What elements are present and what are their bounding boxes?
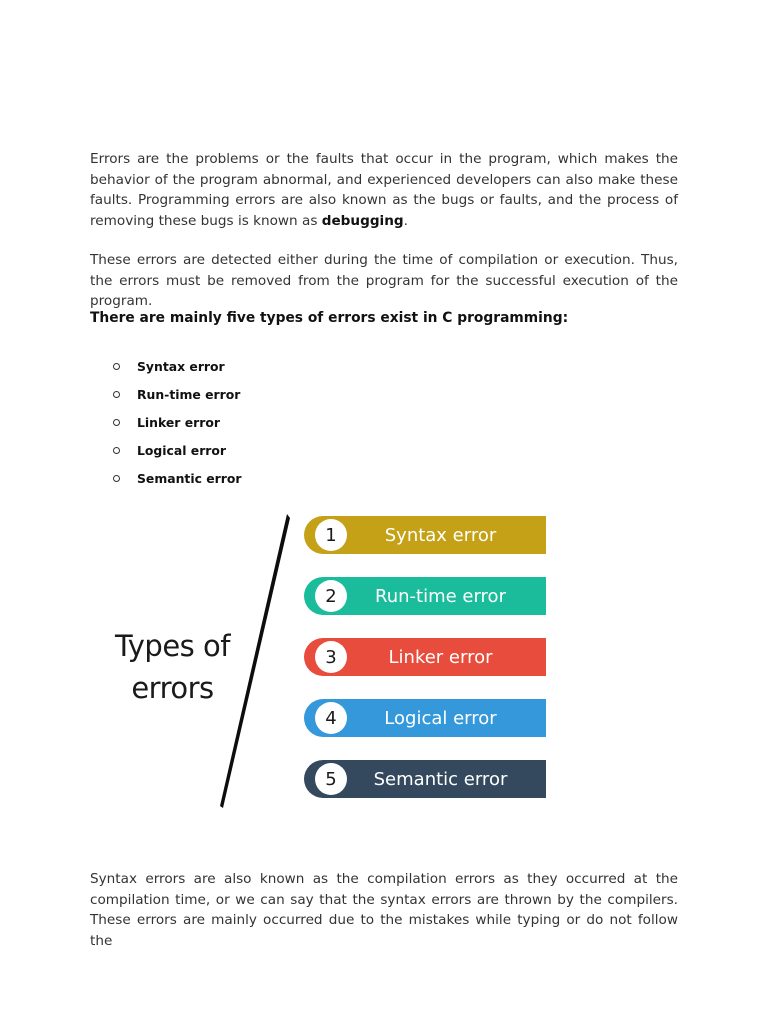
intro-paragraph-end: .: [403, 212, 408, 229]
detection-paragraph: These errors are detected either during the time of compilation or execution. Thus, the errors must be removed from the program for the successful execution of the program.: [90, 252, 678, 309]
hollow-circle-bullet-icon: [113, 363, 120, 370]
hollow-circle-bullet-icon: [113, 419, 120, 426]
error-pill-linker: [304, 638, 546, 676]
pill-number: 1: [315, 519, 347, 551]
error-pill-logical: [304, 699, 546, 737]
hollow-circle-bullet-icon: [113, 391, 120, 398]
pill-label: Logical error: [384, 707, 497, 729]
pill-number: 2: [315, 580, 347, 612]
pill-number: 4: [315, 702, 347, 734]
list-item: [112, 380, 242, 408]
pill-label: Semantic error: [373, 768, 508, 790]
list-item: [112, 352, 242, 380]
divider-slash-icon: [210, 510, 300, 810]
list-item: [112, 465, 242, 493]
debugging-term: debugging: [321, 212, 404, 229]
pill-number: 5: [315, 763, 347, 795]
list-item-label: Run-time error: [137, 386, 241, 402]
list-item-label: Semantic error: [137, 471, 242, 487]
pill-label: Syntax error: [384, 524, 497, 546]
pill-number: 3: [315, 641, 347, 673]
error-types-list: [112, 352, 242, 493]
list-item-label: Syntax error: [137, 358, 225, 374]
hollow-circle-bullet-icon: [113, 475, 120, 482]
intro-paragraph: [90, 149, 678, 231]
pill-label: Run-time error: [375, 585, 506, 607]
hollow-circle-bullet-icon: [113, 447, 120, 454]
error-pill-runtime: [304, 577, 546, 615]
infographic-title-line1: Types of: [115, 629, 230, 663]
infographic-title-line2: errors: [131, 671, 214, 705]
list-item-label: Linker error: [137, 414, 220, 430]
pill-label: Linker error: [388, 646, 493, 668]
types-of-errors-infographic: [100, 510, 560, 815]
intro-paragraph-text: Errors are the problems or the faults that occur in the program, which makes the behavior of the program abnormal, and experienced developers can also make these faults. Programming errors are also known as the bugs or faults, and the process of removing these bugs is known as: [90, 151, 678, 229]
types-heading: There are mainly five types of errors exist in C programming:: [90, 310, 569, 326]
list-item: [112, 437, 242, 465]
syntax-error-paragraph: Syntax errors are also known as the compilation errors as they occurred at the compilation time, or we can say that the syntax errors are thrown by the compilers. These errors are mainly occurred due to the mistakes while typing or do not follow the: [90, 871, 678, 949]
list-item: [112, 408, 242, 436]
error-pill-syntax: [304, 516, 546, 554]
error-pill-semantic: [304, 760, 546, 798]
list-item-label: Logical error: [137, 443, 227, 459]
